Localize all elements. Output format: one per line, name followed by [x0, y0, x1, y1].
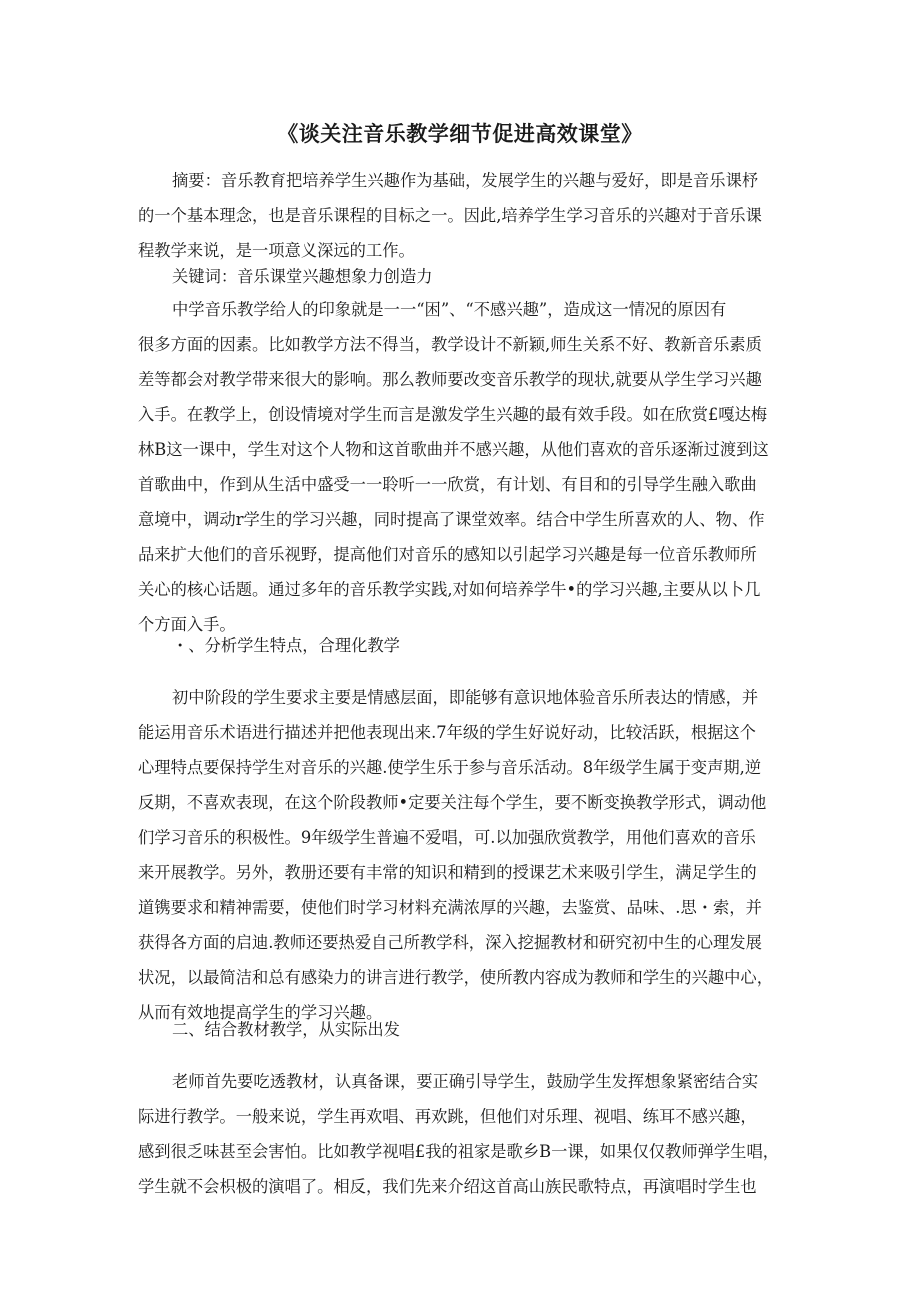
section1-line: 能运用音乐术语进行描述并把他表现出来.7年级的学生好说好动，比较活跃，根据这个	[138, 723, 756, 742]
section1-line: 道镌要求和精神需要，使他们时学习材料充满浓厚的兴趣，去鉴赏、品味、.思・索，并	[138, 898, 762, 917]
section1-line: 来开展教学。另外，教册还要有丰常的知识和精到的授课艺术来吸引学生，满足学生的	[138, 863, 757, 882]
intro-line: 差等都会对教学带来很大的影响。那么教师要改变音乐教学的现状,就要从学生学习兴趣	[138, 370, 762, 389]
intro-line: 品来扩大他们的音乐视野，提高他们对音乐的感知以引起学习兴趣是每一位音乐教师所	[138, 545, 757, 564]
intro-line: 首歌曲中，作到从生活中盛受一一聆听一一欣赏，有计划、有目和的引导学生融入歌曲	[138, 475, 757, 494]
section1-line: 们学习音乐的积极性。9年级学生普遍不爱唱，可.以加强欣赏教学，用他们喜欢的音乐	[138, 828, 756, 847]
section2-line: 老师首先要吃透教材，认真备课，要正确引导学生，鼓励学生发挥想象紧密结合实	[172, 1072, 759, 1091]
document-title: 《谈关注音乐教学细节促进高效课堂》	[277, 122, 643, 146]
section1-line: 获得各方面的启迪.教师还要热爱自己所教学科，深入挖掘教材和研究初中生的心理发展	[138, 933, 762, 952]
section1-heading	[138, 628, 793, 663]
intro-paragraph	[138, 292, 793, 642]
section1-line: 反期，不喜欢表现，在这个阶段教师•定要关注每个学生，要不断变换教学形式，调动他	[138, 793, 767, 812]
intro-line: 关心的核心话题。通过多年的音乐教学实践,对如何培养学牛•的学习兴趣,主要从以卜几	[138, 580, 761, 599]
section1-line: 状况，以最简洁和总有感染力的讲言进行教学，使所教内容成为教师和学生的兴趣中心，	[138, 968, 773, 987]
intro-line: 个方面入手。	[138, 615, 236, 634]
section1-line: 从而有效地提高学生的学习兴趣。	[138, 1003, 383, 1022]
keywords-paragraph	[138, 259, 793, 294]
intro-line: 中学音乐教学给人的印象就是一一“困”、“不感兴趣”，造成这一情况的原因有	[172, 300, 727, 319]
section2-line: 感到很乏味甚至会害怕。比如教学视唱£我的祖家是歌乡B一课，如果仅仅教师弹学生唱，	[138, 1142, 780, 1161]
abstract-line: 程教学来说，是一项意义深远的工作。	[138, 241, 415, 260]
section1-line: 心理特点要保持学生对音乐的兴趣.使学生乐于参与音乐活动。8年级学生属于变声期,逆	[138, 758, 762, 777]
intro-line: 入手。在教学上，创设情境对学生而言是激发学生兴趣的最有效手段。如在欣赏£嘎达梅	[138, 405, 768, 424]
section1-line: 初中阶段的学生要求主要是情感层面，即能够有意识地体验音乐所表达的情感，并	[172, 688, 759, 707]
abstract-paragraph	[138, 163, 793, 268]
intro-line: 林B这一课中，学生对这个人物和这首歌曲并不感兴趣，从他们喜欢的音乐逐渐过渡到这	[138, 440, 769, 459]
keywords-line: 关键词：音乐课堂兴趣想象力创造力	[172, 267, 433, 286]
abstract-line: 的一个基本理念，也是音乐课程的目标之一。因此,培养学生学习音乐的兴趣对于音乐课	[138, 206, 762, 225]
section-heading: ・、分析学生特点，合理化教学	[172, 636, 400, 655]
abstract-line: 摘要：音乐教育把培养学生兴趣作为基础，发展学生的兴趣与爱好，即是音乐课杼	[172, 171, 759, 190]
section-heading: 二、结合教材教学，从实际出发	[172, 1020, 400, 1039]
section2-paragraph	[138, 1064, 793, 1204]
section1-paragraph	[138, 680, 793, 1030]
section2-heading	[138, 1012, 793, 1047]
intro-line: 很多方面的因素。比如教学方法不得当，教学设计不新颖,师生关系不好、教新音乐素质	[138, 335, 762, 354]
section2-line: 学生就不会枳极的演唱了。相反，我们先来介绍这首高山族民歌特点，再演唱时学生也	[138, 1177, 757, 1196]
intro-line: 意境中，调动r学生的学习兴趣，同时提高了课堂效率。结合中学生所喜欢的人、物、作	[138, 510, 765, 529]
section2-line: 际进行教学。一般来说，学生再欢唱、再欢跳，但他们对乐理、视唱、练耳不感兴趣，	[138, 1107, 757, 1126]
